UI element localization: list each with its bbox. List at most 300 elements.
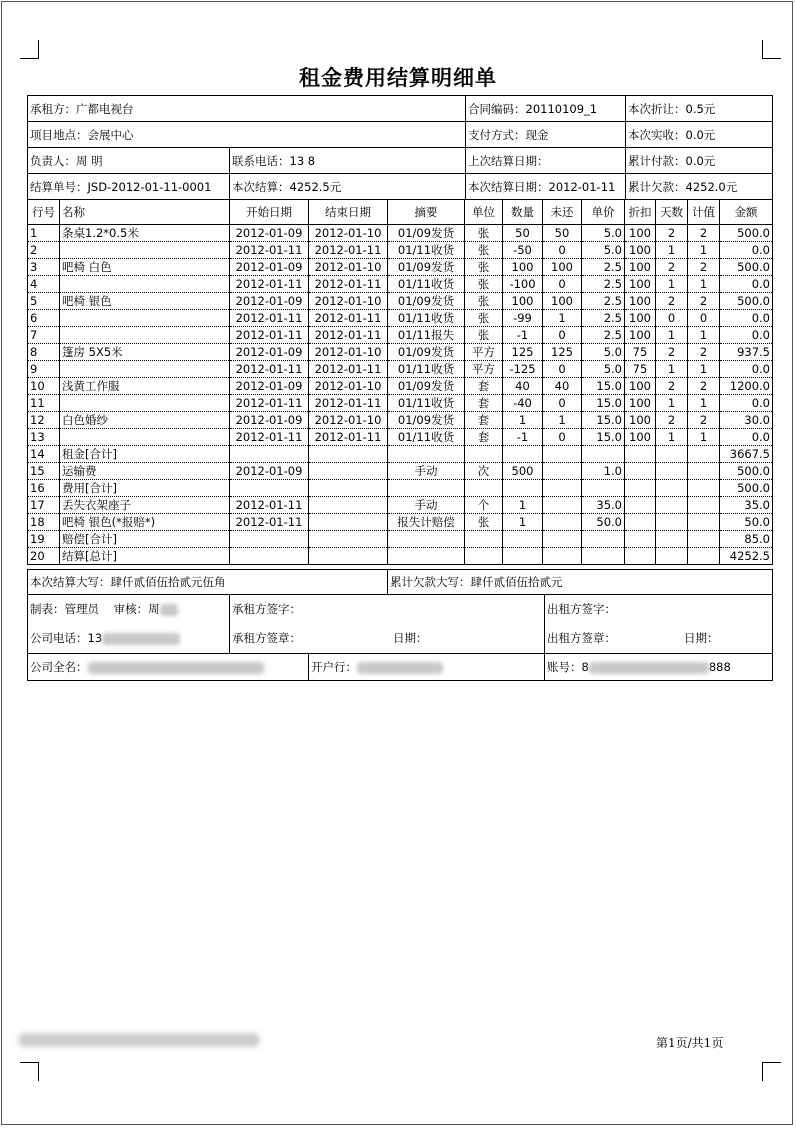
table-cell (688, 463, 720, 480)
table-cell (625, 446, 656, 463)
table-cell (656, 531, 688, 548)
table-cell: 937.5 (720, 344, 773, 361)
account-cell (545, 654, 773, 681)
table-row (28, 361, 773, 378)
table-cell (60, 276, 230, 293)
lessee: 承租方：广都电视台 (28, 96, 466, 122)
table-cell: 篷房 5X5米 (60, 344, 230, 361)
table-cell: 2012-01-11 (309, 276, 388, 293)
column-header: 计值 (688, 200, 720, 225)
table-cell (309, 463, 388, 480)
info-table (27, 95, 773, 200)
table-cell: 7 (28, 327, 60, 344)
table-cell: 张 (465, 327, 503, 344)
table-cell: 套 (465, 395, 503, 412)
table-cell: 2 (28, 242, 60, 259)
table-cell (688, 548, 720, 565)
table-cell: 500 (503, 463, 543, 480)
table-cell: -1 (503, 327, 543, 344)
table-cell: 2 (688, 412, 720, 429)
table-cell: 张 (465, 276, 503, 293)
crop-mark-bottom-left (20, 1062, 39, 1081)
table-cell (688, 514, 720, 531)
table-cell: 1 (688, 395, 720, 412)
table-cell: 20 (28, 548, 60, 565)
table-cell: 01/09发货 (388, 378, 465, 395)
table-cell (309, 480, 388, 497)
table-cell: 100 (503, 259, 543, 276)
table-cell: 50.0 (720, 514, 773, 531)
table-cell: 1 (656, 327, 688, 344)
last-settle-date: 上次结算日期： (466, 148, 626, 174)
maker-cell (28, 595, 230, 654)
table-cell: 17 (28, 497, 60, 514)
table-cell: 100 (625, 259, 656, 276)
table-cell: 白色婚纱 (60, 412, 230, 429)
account-tail: 888 (708, 660, 731, 674)
crop-mark-top-left (20, 40, 39, 59)
table-cell: 0.0 (720, 395, 773, 412)
table-cell (625, 531, 656, 548)
redacted-company (88, 662, 264, 674)
table-cell (543, 514, 582, 531)
column-header: 折扣 (625, 200, 656, 225)
table-row (28, 548, 773, 565)
table-cell: 01/11收货 (388, 310, 465, 327)
table-cell: 5.0 (582, 361, 625, 378)
table-cell: 2012-01-09 (230, 293, 309, 310)
table-cell: 2012-01-11 (309, 310, 388, 327)
table-cell: -99 (503, 310, 543, 327)
table-cell (60, 361, 230, 378)
table-cell: 01/11收货 (388, 429, 465, 446)
table-cell: 2 (656, 412, 688, 429)
table-cell (625, 514, 656, 531)
table-cell: 01/09发货 (388, 412, 465, 429)
table-cell: 2012-01-09 (230, 259, 309, 276)
table-row (28, 293, 773, 310)
table-header-row (28, 200, 773, 225)
table-cell: 1200.0 (720, 378, 773, 395)
table-cell: 75 (625, 344, 656, 361)
table-cell: 35.0 (720, 497, 773, 514)
table-row (28, 412, 773, 429)
table-cell: 2.5 (582, 293, 625, 310)
table-cell: 0.0 (720, 327, 773, 344)
lessee-sign: 承租方签字： (232, 602, 301, 616)
table-cell: 0.0 (720, 242, 773, 259)
table-cell: 2.5 (582, 259, 625, 276)
table-cell (656, 480, 688, 497)
table-cell (388, 446, 465, 463)
table-cell (625, 548, 656, 565)
table-cell: 14 (28, 446, 60, 463)
table-cell: 2 (656, 225, 688, 242)
project-site: 项目地点：会展中心 (28, 122, 466, 148)
table-cell (656, 548, 688, 565)
table-cell: 2012-01-10 (309, 293, 388, 310)
table-cell: 01/11收货 (388, 395, 465, 412)
table-cell: 100 (625, 395, 656, 412)
table-cell: 2012-01-11 (230, 497, 309, 514)
table-cell: 2012-01-11 (230, 514, 309, 531)
lessor-date: 日期： (684, 631, 719, 645)
table-cell: 丢失衣架座子 (60, 497, 230, 514)
table-cell (656, 514, 688, 531)
table-cell: 01/11收货 (388, 242, 465, 259)
table-cell: 125 (503, 344, 543, 361)
table-cell: -40 (503, 395, 543, 412)
table-cell: 11 (28, 395, 60, 412)
redacted-phone (102, 633, 180, 645)
table-cell: 赔偿[合计] (60, 531, 230, 548)
table-cell (388, 480, 465, 497)
table-cell: 01/09发货 (388, 293, 465, 310)
table-cell (625, 463, 656, 480)
table-row (28, 395, 773, 412)
table-cell: 2.5 (582, 310, 625, 327)
table-cell: 01/09发货 (388, 259, 465, 276)
table-cell: 50 (503, 225, 543, 242)
cumulative-paid: 累计付款：0.0元 (626, 148, 773, 174)
table-cell: 2 (688, 259, 720, 276)
table-cell: 费用[合计] (60, 480, 230, 497)
table-cell: 运输费 (60, 463, 230, 480)
table-cell (582, 446, 625, 463)
table-row (28, 242, 773, 259)
table-cell (688, 480, 720, 497)
column-header: 开始日期 (230, 200, 309, 225)
table-cell: 1 (28, 225, 60, 242)
table-cell (230, 480, 309, 497)
this-settle: 本次结算：4252.5元 (230, 174, 466, 200)
table-cell: 张 (465, 225, 503, 242)
table-cell: 4252.5 (720, 548, 773, 565)
table-cell: 2 (656, 344, 688, 361)
manager: 负责人：周 明 (28, 148, 230, 174)
table-cell: 1 (688, 327, 720, 344)
table-cell (582, 531, 625, 548)
table-cell: 平方 (465, 361, 503, 378)
table-cell: 个 (465, 497, 503, 514)
table-cell (625, 497, 656, 514)
table-cell: 35.0 (582, 497, 625, 514)
table-row (28, 310, 773, 327)
table-cell: 张 (465, 310, 503, 327)
amount-words-table (27, 569, 773, 595)
table-cell: 张 (465, 293, 503, 310)
column-header: 金额 (720, 200, 773, 225)
this-settle-date: 本次结算日期：2012-01-11 (466, 174, 626, 200)
table-cell: 100 (625, 293, 656, 310)
lessor-sign: 出租方签字： (547, 602, 616, 616)
table-cell: 15 (28, 463, 60, 480)
table-cell (543, 531, 582, 548)
table-cell: 01/09发货 (388, 344, 465, 361)
table-cell (230, 531, 309, 548)
table-cell: 18 (28, 514, 60, 531)
settle-no: 结算单号：JSD-2012-01-11-0001 (28, 174, 230, 200)
table-cell: 50 (543, 225, 582, 242)
table-cell: 2 (656, 293, 688, 310)
table-cell: 500.0 (720, 225, 773, 242)
table-cell (60, 327, 230, 344)
table-cell: 50.0 (582, 514, 625, 531)
table-cell (309, 531, 388, 548)
table-cell (465, 548, 503, 565)
table-cell (503, 446, 543, 463)
table-cell (688, 497, 720, 514)
table-cell: 平方 (465, 344, 503, 361)
table-cell: 6 (28, 310, 60, 327)
table-cell: 租金[合计] (60, 446, 230, 463)
table-cell: 2 (688, 293, 720, 310)
table-cell: 套 (465, 429, 503, 446)
table-cell: 0 (543, 242, 582, 259)
column-header: 单价 (582, 200, 625, 225)
table-cell: 吧椅 银色 (60, 293, 230, 310)
table-row (28, 463, 773, 480)
received: 本次实收：0.0元 (626, 122, 773, 148)
table-cell: 2012-01-09 (230, 344, 309, 361)
column-header: 未还 (543, 200, 582, 225)
table-cell (309, 514, 388, 531)
table-cell (465, 446, 503, 463)
table-cell: 5 (28, 293, 60, 310)
table-cell: 2012-01-11 (309, 429, 388, 446)
table-cell: 01/11收货 (388, 361, 465, 378)
table-cell: 2012-01-11 (230, 429, 309, 446)
table-cell (582, 480, 625, 497)
lessor-sign-cell (545, 595, 773, 654)
table-cell: 75 (625, 361, 656, 378)
document-title: 租金费用结算明细单 (299, 65, 497, 90)
table-cell: 张 (465, 242, 503, 259)
table-cell: 2 (688, 225, 720, 242)
table-cell: 1 (688, 276, 720, 293)
table-cell: 2 (656, 259, 688, 276)
table-cell (230, 446, 309, 463)
table-cell: 500.0 (720, 480, 773, 497)
maker: 制表：管理员 (30, 602, 99, 616)
table-cell (582, 548, 625, 565)
table-cell: 1.0 (582, 463, 625, 480)
table-cell (388, 531, 465, 548)
owed-in-words: 累计欠款大写：肆仟贰佰伍拾贰元 (388, 570, 773, 595)
table-cell: 2012-01-10 (309, 378, 388, 395)
table-cell (503, 531, 543, 548)
table-cell (625, 480, 656, 497)
pay-method: 支付方式：现金 (466, 122, 626, 148)
table-cell: 40 (543, 378, 582, 395)
table-cell: 15.0 (582, 395, 625, 412)
redacted-reviewer (160, 604, 178, 616)
table-cell: 0.0 (720, 310, 773, 327)
table-cell: 报失计赔偿 (388, 514, 465, 531)
reviewer: 审核：周 (113, 602, 160, 616)
table-cell (543, 480, 582, 497)
table-cell: 2012-01-10 (309, 225, 388, 242)
table-cell: 2012-01-09 (230, 412, 309, 429)
table-cell (656, 463, 688, 480)
table-row (28, 429, 773, 446)
table-cell: 500.0 (720, 293, 773, 310)
table-cell: 2.5 (582, 276, 625, 293)
table-row (28, 276, 773, 293)
bank: 开户行： (311, 660, 357, 674)
lessor-seal: 出租方签章： (547, 631, 616, 645)
table-cell: 19 (28, 531, 60, 548)
table-cell (230, 548, 309, 565)
table-cell (688, 446, 720, 463)
table-cell: 100 (543, 259, 582, 276)
company-phone: 公司电话：13 (30, 631, 103, 645)
table-cell: 0 (543, 276, 582, 293)
table-cell: 2012-01-11 (230, 395, 309, 412)
table-cell: 500.0 (720, 463, 773, 480)
table-cell: 500.0 (720, 259, 773, 276)
contract-no: 合同编码：20110109_1 (466, 96, 626, 122)
table-cell (60, 242, 230, 259)
table-cell: 1 (543, 310, 582, 327)
table-cell: 3 (28, 259, 60, 276)
table-cell: 2012-01-11 (230, 310, 309, 327)
table-cell (543, 548, 582, 565)
table-cell: 0 (543, 327, 582, 344)
table-cell: 15.0 (582, 412, 625, 429)
table-cell: 套 (465, 412, 503, 429)
table-cell: 4 (28, 276, 60, 293)
table-cell: 01/11报失 (388, 327, 465, 344)
table-row (28, 497, 773, 514)
table-cell: 2012-01-09 (230, 225, 309, 242)
table-cell: 01/09发货 (388, 225, 465, 242)
table-cell: 浅黄工作服 (60, 378, 230, 395)
table-cell: 2012-01-11 (309, 395, 388, 412)
table-cell: 0.0 (720, 276, 773, 293)
amount-in-words: 本次结算大写：肆仟贰佰伍拾贰元伍角 (28, 570, 388, 595)
column-header: 单位 (465, 200, 503, 225)
table-cell: 2 (688, 344, 720, 361)
table-cell: 9 (28, 361, 60, 378)
company-full-name: 公司全名： (30, 660, 88, 674)
table-cell: 2012-01-11 (230, 361, 309, 378)
table-cell: 5.0 (582, 225, 625, 242)
table-cell (60, 310, 230, 327)
table-cell: 100 (625, 412, 656, 429)
table-cell: 1 (503, 412, 543, 429)
table-cell: 吧椅 白色 (60, 259, 230, 276)
account: 账号：8 (547, 660, 589, 674)
table-cell: 100 (625, 429, 656, 446)
table-cell: 100 (625, 276, 656, 293)
table-cell: 张 (465, 514, 503, 531)
table-cell: 13 (28, 429, 60, 446)
redacted-footer-text (18, 1033, 260, 1047)
table-cell: 100 (543, 293, 582, 310)
table-row (28, 480, 773, 497)
table-cell: 手动 (388, 463, 465, 480)
table-cell: 100 (625, 225, 656, 242)
table-cell: 16 (28, 480, 60, 497)
table-cell: 2012-01-11 (309, 361, 388, 378)
table-cell: 次 (465, 463, 503, 480)
table-cell: 0.0 (720, 361, 773, 378)
table-cell: 0 (543, 429, 582, 446)
table-cell (656, 446, 688, 463)
table-cell (543, 446, 582, 463)
table-cell: 5.0 (582, 242, 625, 259)
table-cell: 张 (465, 259, 503, 276)
table-row (28, 259, 773, 276)
table-cell: 125 (543, 344, 582, 361)
table-cell (309, 548, 388, 565)
table-cell: 2 (656, 378, 688, 395)
table-cell: 2012-01-09 (230, 378, 309, 395)
table-cell: 吧椅 银色(*报赔*) (60, 514, 230, 531)
signature-table (27, 594, 773, 654)
column-header: 天数 (656, 200, 688, 225)
table-row (28, 446, 773, 463)
lessee-seal: 承租方签章： (232, 631, 301, 645)
company-table (27, 653, 773, 681)
table-cell (503, 548, 543, 565)
table-cell: 100 (625, 242, 656, 259)
table-cell (503, 480, 543, 497)
table-cell (465, 480, 503, 497)
table-cell: 1 (656, 276, 688, 293)
table-cell: 0 (543, 395, 582, 412)
table-cell: 2012-01-11 (230, 242, 309, 259)
cumulative-owed: 累计欠款：4252.0元 (626, 174, 773, 200)
table-cell: 100 (503, 293, 543, 310)
table-cell: 0.0 (720, 429, 773, 446)
bank-cell (309, 654, 545, 681)
page-number: 第1页/共1页 (656, 1036, 724, 1050)
table-cell: 01/11收货 (388, 276, 465, 293)
table-cell: 30.0 (720, 412, 773, 429)
table-cell: 套 (465, 378, 503, 395)
table-cell: 1 (688, 242, 720, 259)
table-cell: -50 (503, 242, 543, 259)
table-cell: 2.5 (582, 327, 625, 344)
detail-table (27, 199, 773, 565)
table-cell (543, 463, 582, 480)
table-cell: -125 (503, 361, 543, 378)
table-row (28, 378, 773, 395)
table-cell: 100 (625, 378, 656, 395)
contact-phone: 联系电话：13 8 (230, 148, 466, 174)
table-cell: 2012-01-09 (230, 463, 309, 480)
table-cell: 15.0 (582, 429, 625, 446)
table-cell (688, 531, 720, 548)
table-cell: 2012-01-10 (309, 344, 388, 361)
table-cell: 8 (28, 344, 60, 361)
table-cell: 40 (503, 378, 543, 395)
table-cell: 1 (656, 429, 688, 446)
table-cell (60, 429, 230, 446)
table-cell: -100 (503, 276, 543, 293)
table-cell: 100 (625, 310, 656, 327)
table-cell: 1 (688, 429, 720, 446)
table-row (28, 531, 773, 548)
table-cell: 2012-01-11 (230, 276, 309, 293)
column-header: 结束日期 (309, 200, 388, 225)
table-cell: 0 (656, 310, 688, 327)
table-cell: 12 (28, 412, 60, 429)
table-cell (656, 497, 688, 514)
column-header: 数量 (503, 200, 543, 225)
